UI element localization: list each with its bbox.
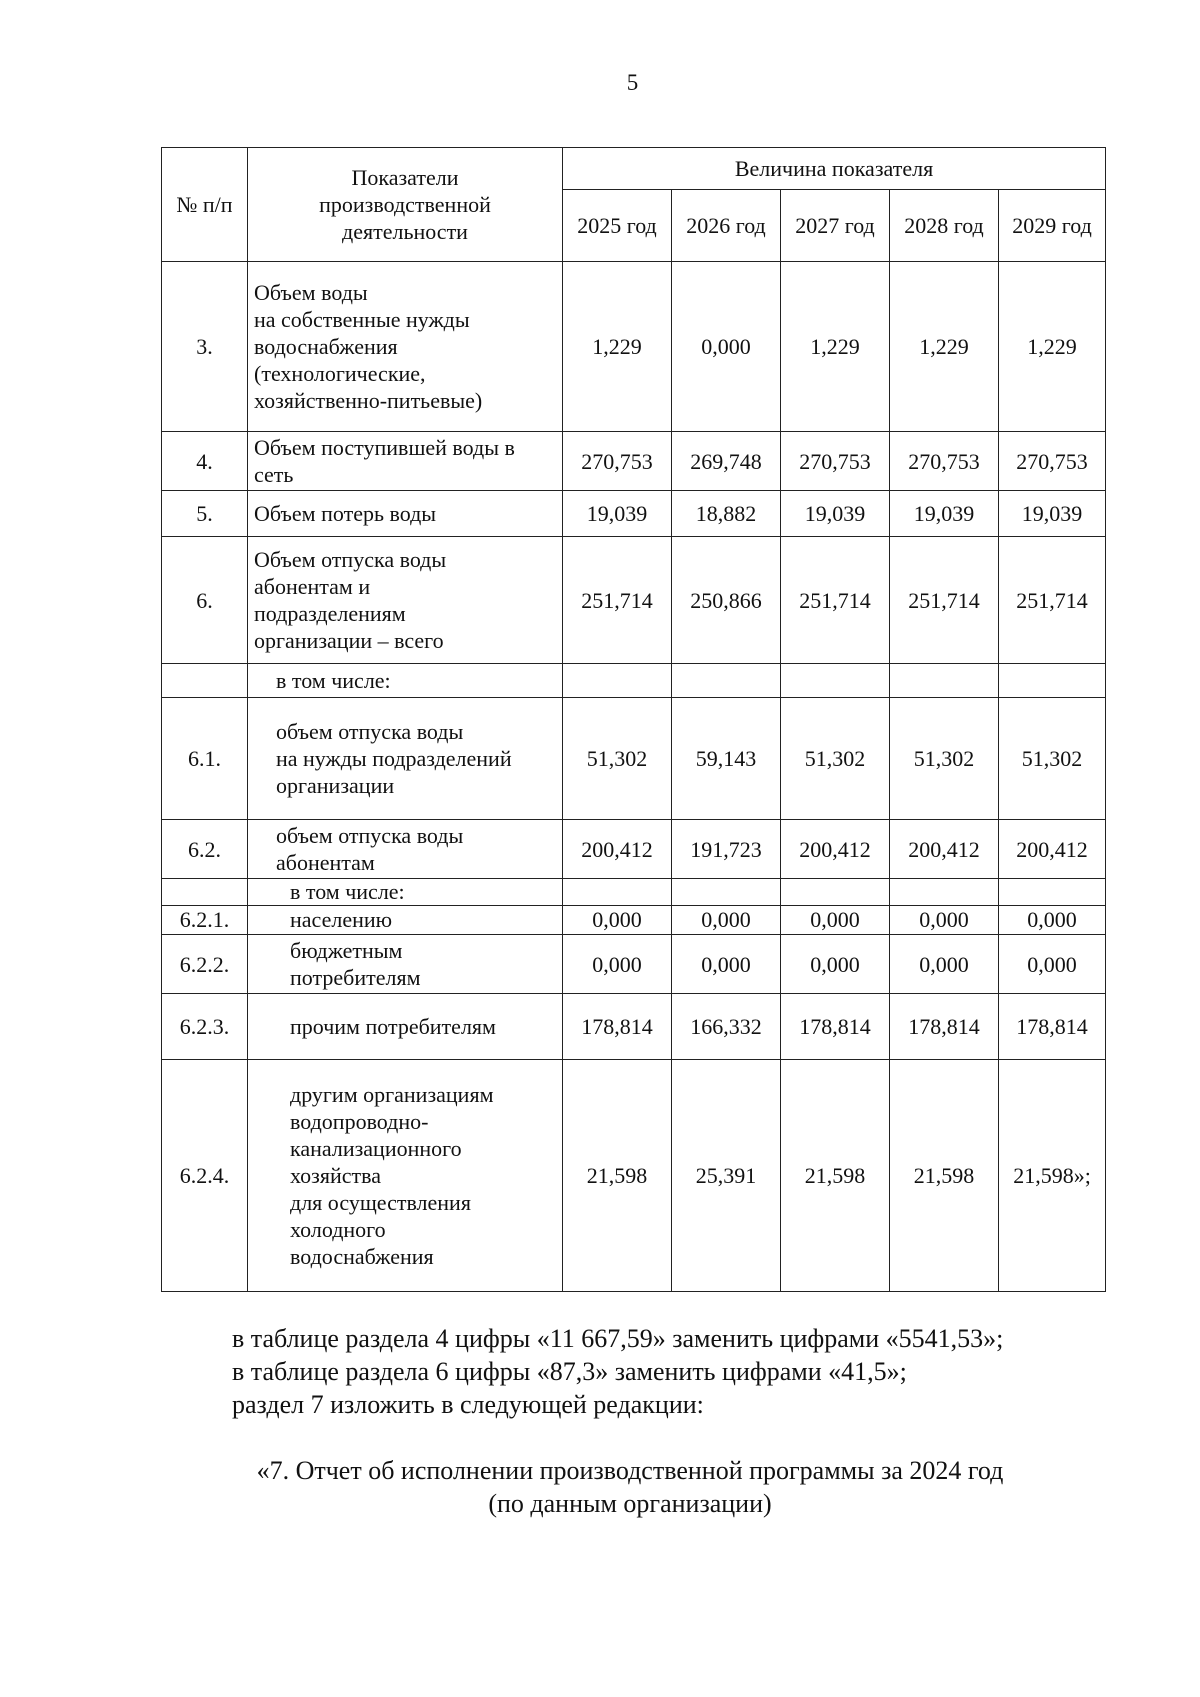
value-2026: 0,000 [672,935,781,994]
value-2027: 178,814 [781,994,890,1060]
value-2028: 1,229 [890,262,999,432]
row-name: в том числе: [248,879,563,906]
value-2026: 0,000 [672,262,781,432]
row-number: 5. [162,491,248,537]
row-name: населению [248,906,563,935]
row-name: Объем отпуска воды абонентам и подразделениям организации – всего [248,537,563,664]
row-number: 6.2.4. [162,1060,248,1292]
value-2026: 0,000 [672,906,781,935]
value-2027: 19,039 [781,491,890,537]
value-2029: 270,753 [999,432,1106,491]
value-2028: 178,814 [890,994,999,1060]
header-year-2025: 2025 год [563,190,672,262]
value-2028 [890,664,999,698]
value-2025 [563,664,672,698]
value-2027 [781,879,890,906]
table-row [162,664,1106,698]
value-2026: 250,866 [672,537,781,664]
row-number: 6.1. [162,698,248,820]
table-row [162,491,1106,537]
row-number: 6.2.1. [162,906,248,935]
value-2025: 200,412 [563,820,672,879]
amendment-paragraph: раздел 7 изложить в следующей редакции: [232,1390,704,1419]
header-year-2027: 2027 год [781,190,890,262]
row-name: объем отпуска воды на нужды подразделений организации [248,698,563,820]
indicators-table [161,147,1106,1292]
value-2026: 25,391 [672,1060,781,1292]
table-row [162,906,1106,935]
value-2026: 59,143 [672,698,781,820]
row-number: 6.2. [162,820,248,879]
value-2028: 200,412 [890,820,999,879]
row-number: 6.2.3. [162,994,248,1060]
row-name: Объем потерь воды [248,491,563,537]
value-2028 [890,879,999,906]
value-2028: 0,000 [890,935,999,994]
value-2029 [999,879,1106,906]
amendment-text [232,1322,1132,1421]
value-2026: 166,332 [672,994,781,1060]
table-row [162,537,1106,664]
table-row [162,432,1106,491]
value-2029: 21,598»; [999,1060,1106,1292]
value-2029: 51,302 [999,698,1106,820]
value-2029: 0,000 [999,906,1106,935]
value-2025: 1,229 [563,262,672,432]
value-2026 [672,879,781,906]
value-2027: 0,000 [781,906,890,935]
value-2028: 51,302 [890,698,999,820]
amendment-paragraph: в таблице раздела 6 цифры «87,3» заменить цифрами «41,5»; [232,1357,907,1386]
header-year-2029: 2029 год [999,190,1106,262]
table-row [162,820,1106,879]
value-2027: 1,229 [781,262,890,432]
value-2027: 200,412 [781,820,890,879]
table-row [162,698,1106,820]
row-number [162,664,248,698]
value-2027: 251,714 [781,537,890,664]
row-name: объем отпуска воды абонентам [248,820,563,879]
value-2027 [781,664,890,698]
value-2028: 19,039 [890,491,999,537]
value-2027: 270,753 [781,432,890,491]
header-value-group: Величина показателя [563,148,1106,190]
value-2026: 18,882 [672,491,781,537]
value-2029: 0,000 [999,935,1106,994]
value-2028: 21,598 [890,1060,999,1292]
value-2025: 21,598 [563,1060,672,1292]
value-2029: 1,229 [999,262,1106,432]
table-row [162,1060,1106,1292]
value-2028: 270,753 [890,432,999,491]
row-number: 6. [162,537,248,664]
value-2025: 251,714 [563,537,672,664]
header-row-number: № п/п [162,148,248,262]
value-2026: 191,723 [672,820,781,879]
value-2025 [563,879,672,906]
amendment-paragraph: в таблице раздела 4 цифры «11 667,59» заменить цифрами «5541,53»; [232,1324,1004,1353]
table-row [162,935,1106,994]
value-2026 [672,664,781,698]
value-2025: 178,814 [563,994,672,1060]
row-name: в том числе: [248,664,563,698]
header-indicator-name: Показатели производственной деятельности [248,148,563,262]
value-2028: 0,000 [890,906,999,935]
row-name: прочим потребителям [248,994,563,1060]
section-heading-title: «7. Отчет об исполнении производственной программы за 2024 год [256,1456,1004,1485]
value-2025: 51,302 [563,698,672,820]
value-2026: 269,748 [672,432,781,491]
section-heading [200,1454,1060,1520]
row-name: бюджетным потребителям [248,935,563,994]
value-2029: 200,412 [999,820,1106,879]
value-2025: 0,000 [563,935,672,994]
row-number [162,879,248,906]
row-name: Объем воды на собственные нужды водоснабжения (технологические, хозяйственно-питьевые) [248,262,563,432]
row-number: 6.2.2. [162,935,248,994]
page-number: 5 [626,70,639,95]
row-name: другим организациям водопроводно-канализационного хозяйства для осуществления холодного водоснабжения [248,1060,563,1292]
value-2025: 19,039 [563,491,672,537]
table-row [162,994,1106,1060]
table-row [162,262,1106,432]
value-2025: 0,000 [563,906,672,935]
row-number: 3. [162,262,248,432]
value-2029 [999,664,1106,698]
header-year-2026: 2026 год [672,190,781,262]
value-2025: 270,753 [563,432,672,491]
section-heading-subtitle: (по данным организации) [488,1489,772,1518]
value-2029: 251,714 [999,537,1106,664]
table-row [162,879,1106,906]
value-2027: 51,302 [781,698,890,820]
value-2029: 178,814 [999,994,1106,1060]
row-number: 4. [162,432,248,491]
row-name: Объем поступившей воды в сеть [248,432,563,491]
value-2027: 0,000 [781,935,890,994]
value-2028: 251,714 [890,537,999,664]
value-2027: 21,598 [781,1060,890,1292]
header-year-2028: 2028 год [890,190,999,262]
value-2029: 19,039 [999,491,1106,537]
